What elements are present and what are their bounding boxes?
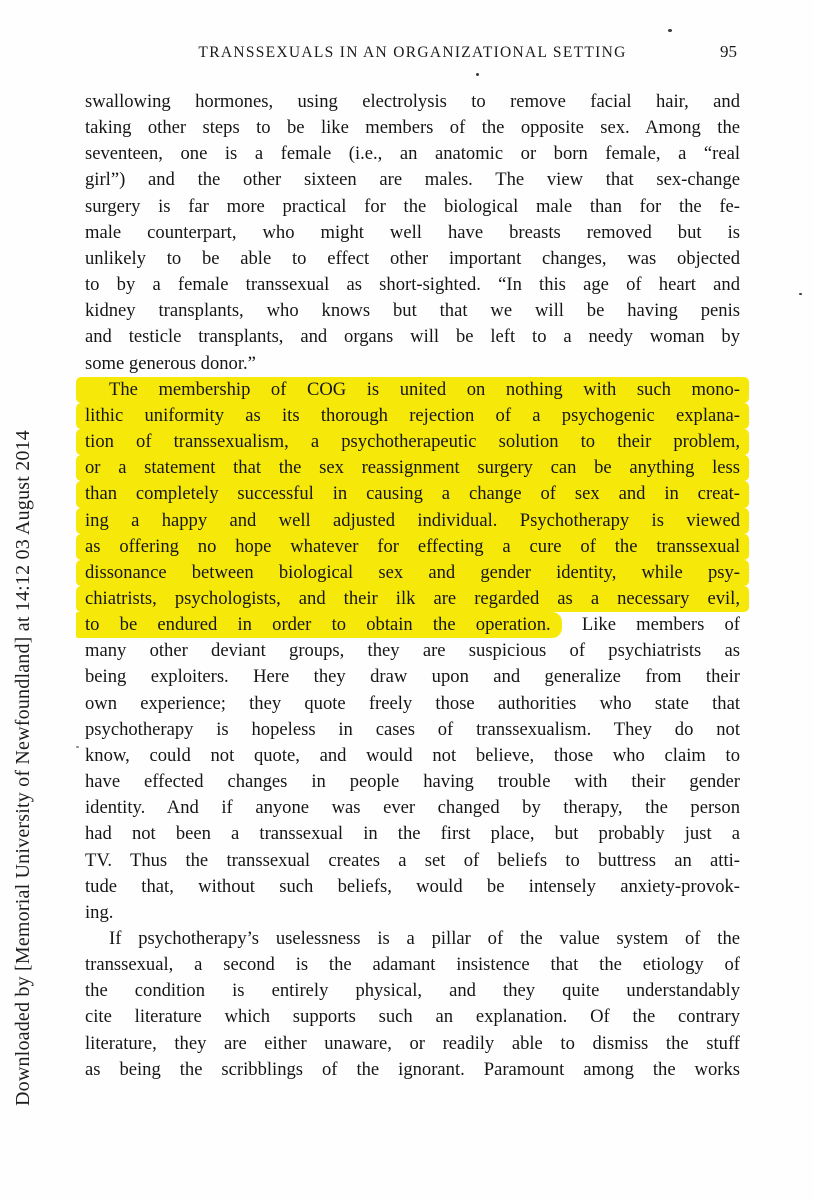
scan-artifact bbox=[799, 293, 802, 295]
text-line: cite literature which supports such an explanation. Of the contrary bbox=[85, 1006, 740, 1028]
text-line: the condition is entirely physical, and they quite understandably bbox=[85, 980, 740, 1002]
text-line: girl”) and the other sixteen are males. The view that sex-change bbox=[85, 169, 740, 191]
text-line: literature, they are either unaware, or readily able to dismiss the stuff bbox=[85, 1032, 740, 1054]
download-watermark: Downloaded by [Memorial University of Newfoundland] at 14:12 03 August 2014 bbox=[12, 429, 34, 1106]
text-line: seventeen, one is a female (i.e., an anatomic or born female, a “real bbox=[85, 143, 740, 165]
page-header bbox=[85, 44, 740, 62]
text-line: psychotherapy is hopeless in cases of transsexualism. They do not bbox=[85, 718, 740, 740]
text-line: swallowing hormones, using electrolysis to remove facial hair, and bbox=[85, 91, 740, 112]
text-line: male counterpart, who might well have breasts removed but is bbox=[85, 221, 740, 243]
text-segment: Like members of bbox=[561, 614, 740, 636]
highlighted-text-line: The membership of COG is united on nothing with such mono- bbox=[76, 377, 749, 403]
text-line: as being the scribblings of the ignorant. Paramount among the works bbox=[85, 1058, 740, 1080]
text-line: identity. And if anyone was ever changed by therapy, the person bbox=[85, 797, 740, 819]
highlighted-text-line bbox=[85, 612, 740, 638]
text-line: and testicle transplants, and organs will be left to a needy woman by bbox=[85, 326, 740, 348]
highlighted-text-line: ing a happy and well adjusted individual. Psychotherapy is viewed bbox=[76, 508, 749, 534]
text-line: transsexual, a second is the adamant insistence that the etiology of bbox=[85, 954, 740, 976]
text-line: many other deviant groups, they are suspicious of psychiatrists as bbox=[85, 640, 740, 662]
highlight-segment: to be endured in order to obtain the operation. bbox=[76, 612, 562, 638]
text-line: ing. bbox=[85, 901, 114, 923]
highlighted-text-line: as offering no hope whatever for effecting a cure of the transsexual bbox=[76, 534, 749, 560]
text-line: taking other steps to be like members of the opposite sex. Among the bbox=[85, 117, 740, 139]
text-line: to by a female transsexual as short-sighted. “In this age of heart and bbox=[85, 274, 740, 296]
scan-artifact bbox=[668, 29, 672, 32]
text-line: tude that, without such beliefs, would be intensely anxiety-provok- bbox=[85, 875, 740, 897]
text-line: kidney transplants, who knows but that we will be having penis bbox=[85, 300, 740, 322]
text-line: some generous donor.” bbox=[85, 352, 256, 374]
highlighted-text-line: chiatrists, psychologists, and their ilk are regarded as a necessary evil, bbox=[76, 586, 749, 612]
highlighted-text-line: than completely successful in causing a change of sex and in creat- bbox=[76, 481, 749, 507]
text-line: being exploiters. Here they draw upon and generalize from their bbox=[85, 666, 740, 688]
text-line: had not been a transsexual in the first place, but probably just a bbox=[85, 823, 740, 845]
text-line: If psychotherapy’s uselessness is a pillar of the value system of the bbox=[109, 928, 740, 949]
highlighted-text-line: lithic uniformity as its thorough rejection of a psychogenic explana- bbox=[76, 403, 749, 429]
highlighted-text-line: or a statement that the sex reassignment surgery can be anything less bbox=[76, 455, 749, 481]
page-body bbox=[85, 89, 740, 1083]
text-line: own experience; they quote freely those authorities who state that bbox=[85, 692, 740, 714]
text-line: unlikely to be able to effect other important changes, was objected bbox=[85, 247, 740, 269]
highlighted-text-line: tion of transsexualism, a psychotherapeutic solution to their problem, bbox=[76, 429, 749, 455]
text-line: surgery is far more practical for the biological male than for the fe- bbox=[85, 195, 740, 217]
scan-artifact bbox=[76, 746, 79, 748]
text-line: have effected changes in people having trouble with their gender bbox=[85, 771, 740, 793]
text-line: TV. Thus the transsexual creates a set of beliefs to buttress an atti- bbox=[85, 849, 740, 871]
highlighted-text-line: dissonance between biological sex and gender identity, while psy- bbox=[76, 560, 749, 586]
text-line: know, could not quote, and would not believe, those who claim to bbox=[85, 744, 740, 766]
scan-artifact bbox=[476, 73, 479, 76]
page-number: 95 bbox=[720, 42, 737, 61]
running-head: TRANSSEXUALS IN AN ORGANIZATIONAL SETTING bbox=[198, 44, 627, 61]
